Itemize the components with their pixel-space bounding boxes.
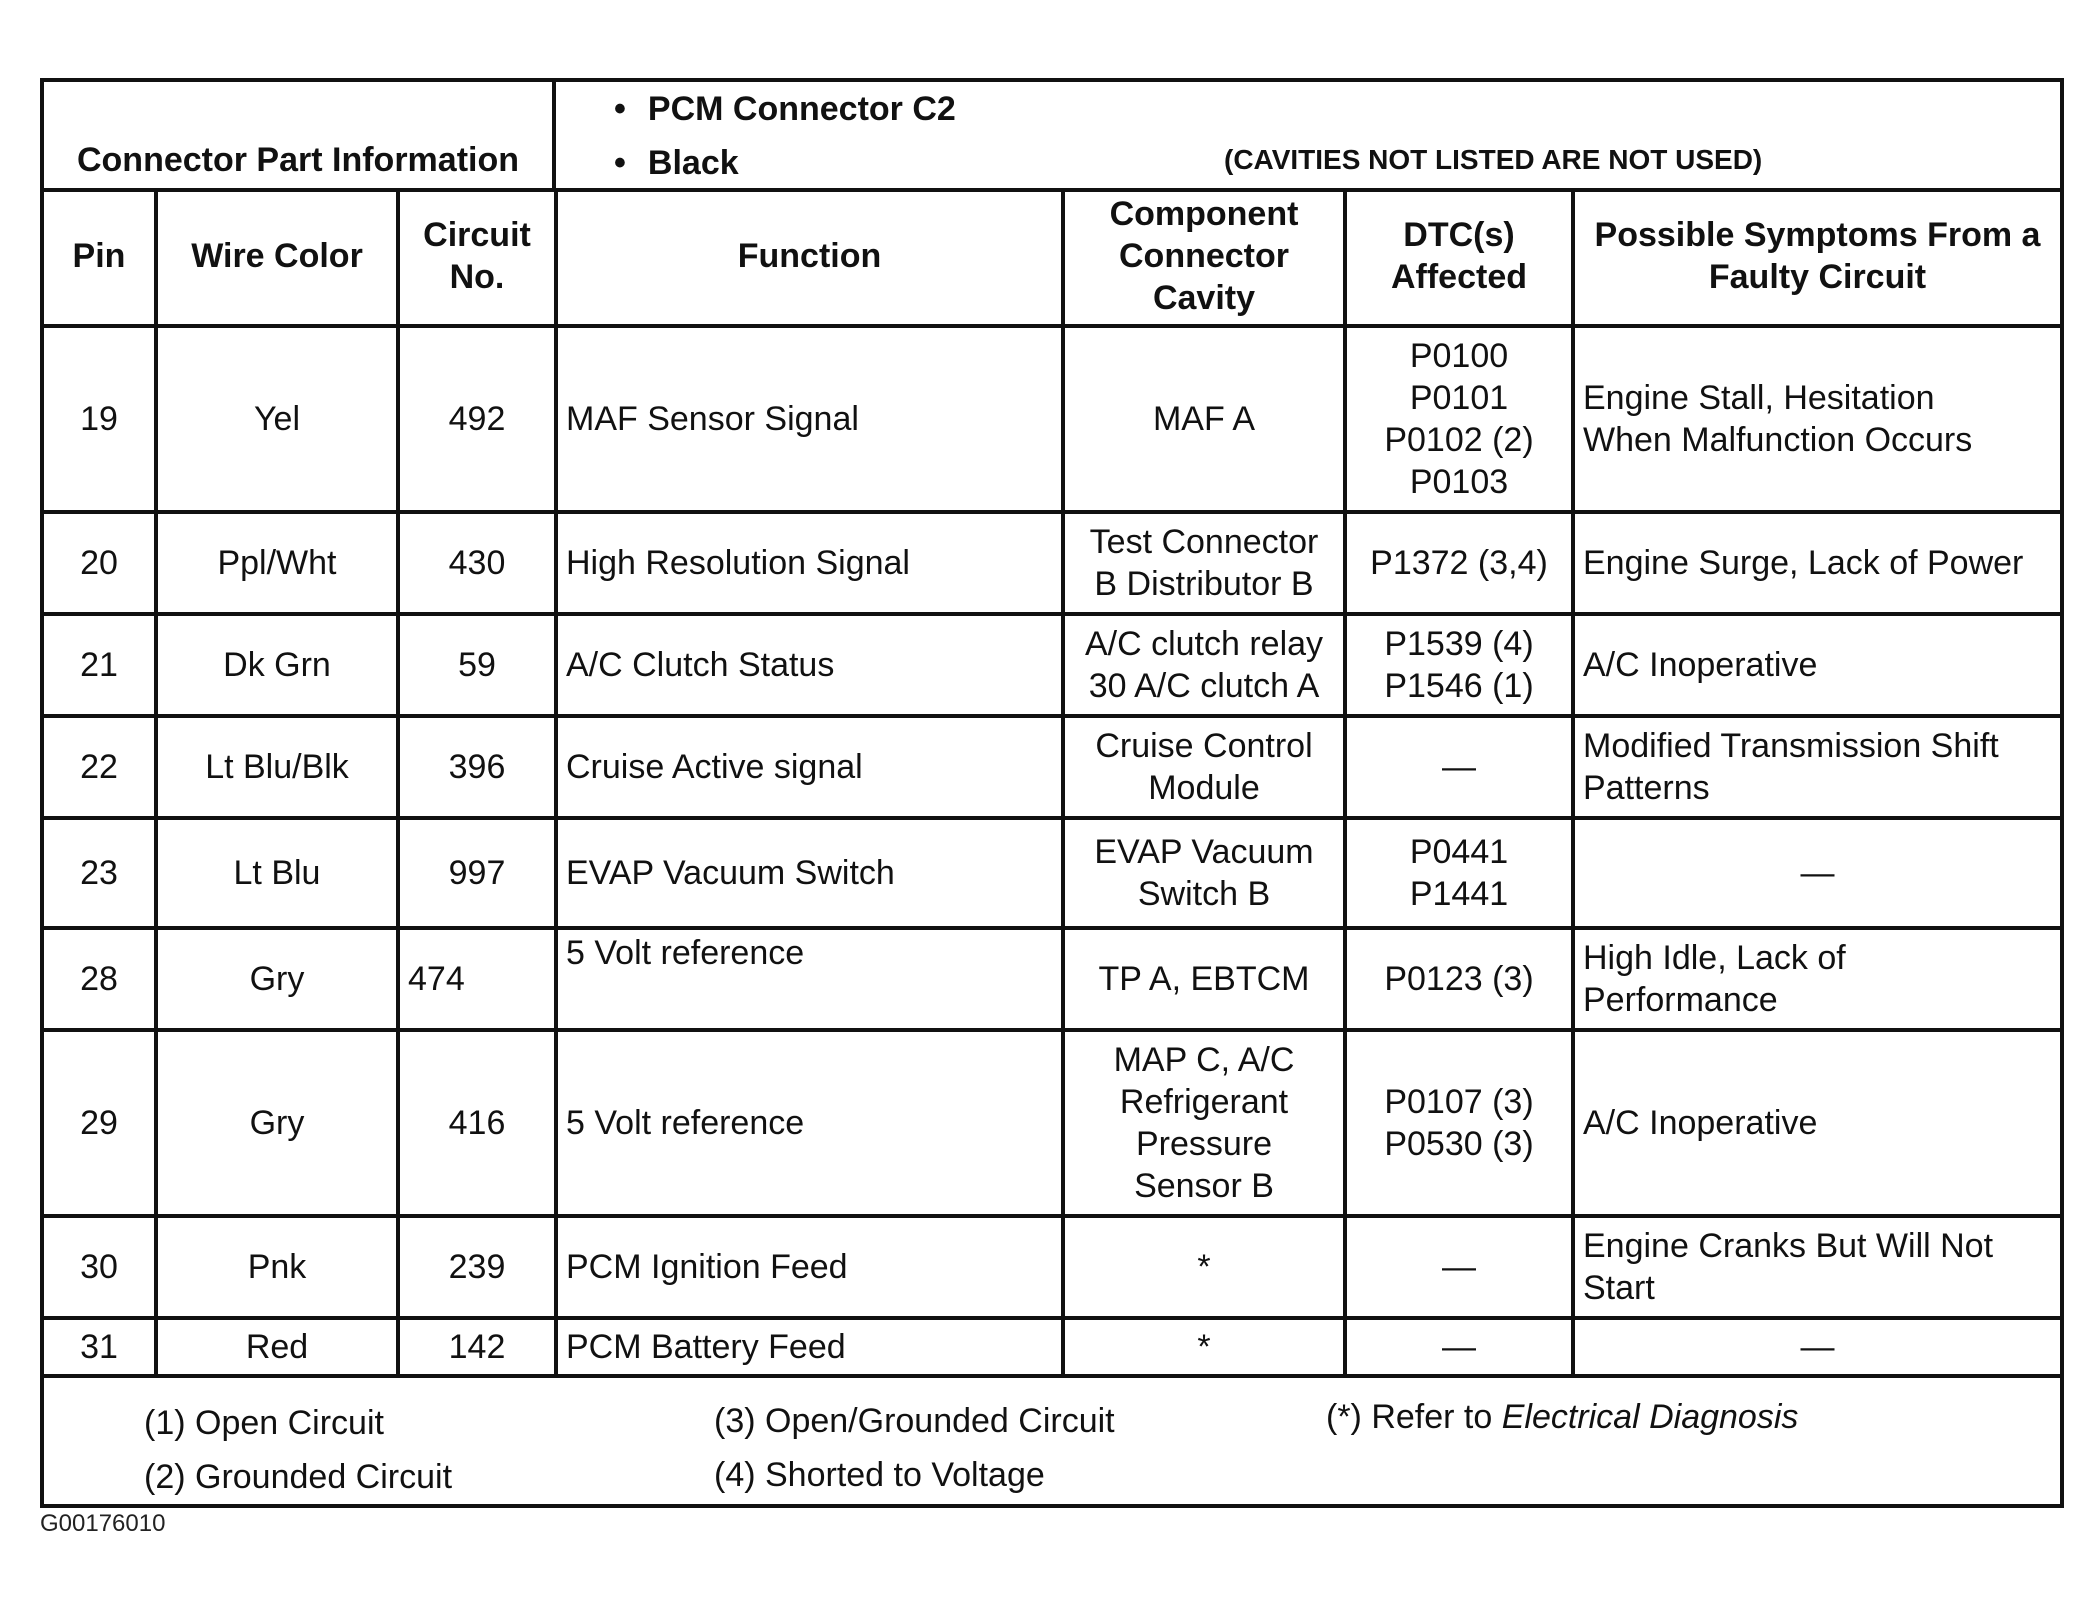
table-header-row [44, 188, 2060, 326]
cavity-cell: * [1063, 1216, 1345, 1318]
col-header-component-cavity: Component Connector Cavity [1063, 188, 1345, 326]
legend-open-circuit: (1) Open Circuit [144, 1404, 384, 1442]
wire-color-cell: Lt Blu [156, 818, 398, 928]
dtc-cell: P0100 P0101 P0102 (2) P0103 [1345, 326, 1573, 512]
pin-cell: 22 [44, 716, 156, 818]
cavity-cell: EVAP Vacuum Switch B [1063, 818, 1345, 928]
col-header-wire-color: Wire Color [156, 188, 398, 326]
col-header-circuit-no: Circuit No. [398, 188, 556, 326]
dtc-cell: P1372 (3,4) [1345, 512, 1573, 614]
function-cell: MAF Sensor Signal [556, 326, 1063, 512]
connector-bullet-1: • PCM Connector C2 [614, 90, 956, 128]
table-row [44, 716, 2060, 818]
function-cell: Cruise Active signal [556, 716, 1063, 818]
table-row [44, 512, 2060, 614]
function-cell: 5 Volt reference [556, 928, 1063, 1030]
symptoms-cell: A/C Inoperative [1573, 1030, 2060, 1216]
function-cell: A/C Clutch Status [556, 614, 1063, 716]
dtc-cell: P0123 (3) [1345, 928, 1573, 1030]
circuit-cell: 59 [398, 614, 556, 716]
col-header-symptoms: Possible Symptoms From a Faulty Circuit [1573, 188, 2060, 326]
pin-table [44, 188, 2060, 1378]
pin-cell: 31 [44, 1318, 156, 1376]
function-cell: EVAP Vacuum Switch [556, 818, 1063, 928]
col-header-function: Function [556, 188, 1063, 326]
cavity-cell: Cruise Control Module [1063, 716, 1345, 818]
dtc-cell: P0441 P1441 [1345, 818, 1573, 928]
table-row [44, 1318, 2060, 1376]
table-row [44, 1030, 2060, 1216]
connector-table-frame [40, 78, 2064, 1508]
pin-cell: 20 [44, 512, 156, 614]
cavity-cell: Test Connector B Distributor B [1063, 512, 1345, 614]
circuit-cell: 474 [398, 928, 556, 1030]
dtc-cell: — [1345, 1318, 1573, 1376]
table-row [44, 614, 2060, 716]
symptoms-cell: High Idle, Lack of Performance [1573, 928, 2060, 1030]
symptoms-cell: A/C Inoperative [1573, 614, 2060, 716]
wire-color-cell: Red [156, 1318, 398, 1376]
function-cell: PCM Battery Feed [556, 1318, 1063, 1376]
figure-id: G00176010 [40, 1510, 166, 1537]
table-row [44, 1216, 2060, 1318]
legend-electrical-diagnosis-ref: (*) Refer to Electrical Diagnosis [1326, 1398, 1799, 1436]
col-header-dtcs-affected: DTC(s) Affected [1345, 188, 1573, 326]
cavity-cell: * [1063, 1318, 1345, 1376]
wire-color-cell: Lt Blu/Blk [156, 716, 398, 818]
symptoms-cell: Engine Surge, Lack of Power [1573, 512, 2060, 614]
bullet-icon: • [614, 144, 626, 182]
function-cell: 5 Volt reference [556, 1030, 1063, 1216]
connector-part-info-label: Connector Part Information [44, 82, 556, 188]
connector-bullet-2: • Black [614, 144, 739, 182]
wire-color-cell: Gry [156, 928, 398, 1030]
col-header-pin: Pin [44, 188, 156, 326]
table-row [44, 928, 2060, 1030]
circuit-cell: 492 [398, 326, 556, 512]
dtc-cell: — [1345, 716, 1573, 818]
wire-color-cell: Pnk [156, 1216, 398, 1318]
symptoms-cell: Engine Stall, Hesitation When Malfunction Occurs [1573, 326, 2060, 512]
pin-cell: 30 [44, 1216, 156, 1318]
cavity-cell: MAF A [1063, 326, 1345, 512]
circuit-cell: 239 [398, 1216, 556, 1318]
cavity-cell: MAP C, A/C Refrigerant Pressure Sensor B [1063, 1030, 1345, 1216]
cavity-cell: A/C clutch relay 30 A/C clutch A [1063, 614, 1345, 716]
symptoms-cell: — [1573, 1318, 2060, 1376]
dtc-cell: P1539 (4) P1546 (1) [1345, 614, 1573, 716]
function-cell: PCM Ignition Feed [556, 1216, 1063, 1318]
unused-cavities-note: (CAVITIES NOT LISTED ARE NOT USED) [1224, 144, 1763, 175]
circuit-cell: 416 [398, 1030, 556, 1216]
bullet-icon: • [614, 90, 626, 128]
legend-shorted-to-voltage: (4) Shorted to Voltage [714, 1456, 1045, 1494]
circuit-cell: 997 [398, 818, 556, 928]
table-row [44, 818, 2060, 928]
wire-color-cell: Dk Grn [156, 614, 398, 716]
pin-cell: 23 [44, 818, 156, 928]
pin-cell: 19 [44, 326, 156, 512]
symptoms-cell: Modified Transmission Shift Patterns [1573, 716, 2060, 818]
legend-grounded-circuit: (2) Grounded Circuit [144, 1458, 453, 1496]
connector-part-info [44, 82, 2060, 192]
wire-color-cell: Gry [156, 1030, 398, 1216]
table-row [44, 326, 2060, 512]
pin-cell: 21 [44, 614, 156, 716]
circuit-cell: 430 [398, 512, 556, 614]
dtc-cell: — [1345, 1216, 1573, 1318]
symptoms-cell: Engine Cranks But Will Not Start [1573, 1216, 2060, 1318]
pin-cell: 29 [44, 1030, 156, 1216]
legend-open-grounded-circuit: (3) Open/Grounded Circuit [714, 1402, 1115, 1440]
cavity-cell: TP A, EBTCM [1063, 928, 1345, 1030]
circuit-cell: 396 [398, 716, 556, 818]
function-cell: High Resolution Signal [556, 512, 1063, 614]
dtc-cell: P0107 (3) P0530 (3) [1345, 1030, 1573, 1216]
pin-cell: 28 [44, 928, 156, 1030]
legend [44, 1394, 2060, 1504]
symptoms-cell: — [1573, 818, 2060, 928]
wire-color-cell: Ppl/Wht [156, 512, 398, 614]
wire-color-cell: Yel [156, 326, 398, 512]
circuit-cell: 142 [398, 1318, 556, 1376]
